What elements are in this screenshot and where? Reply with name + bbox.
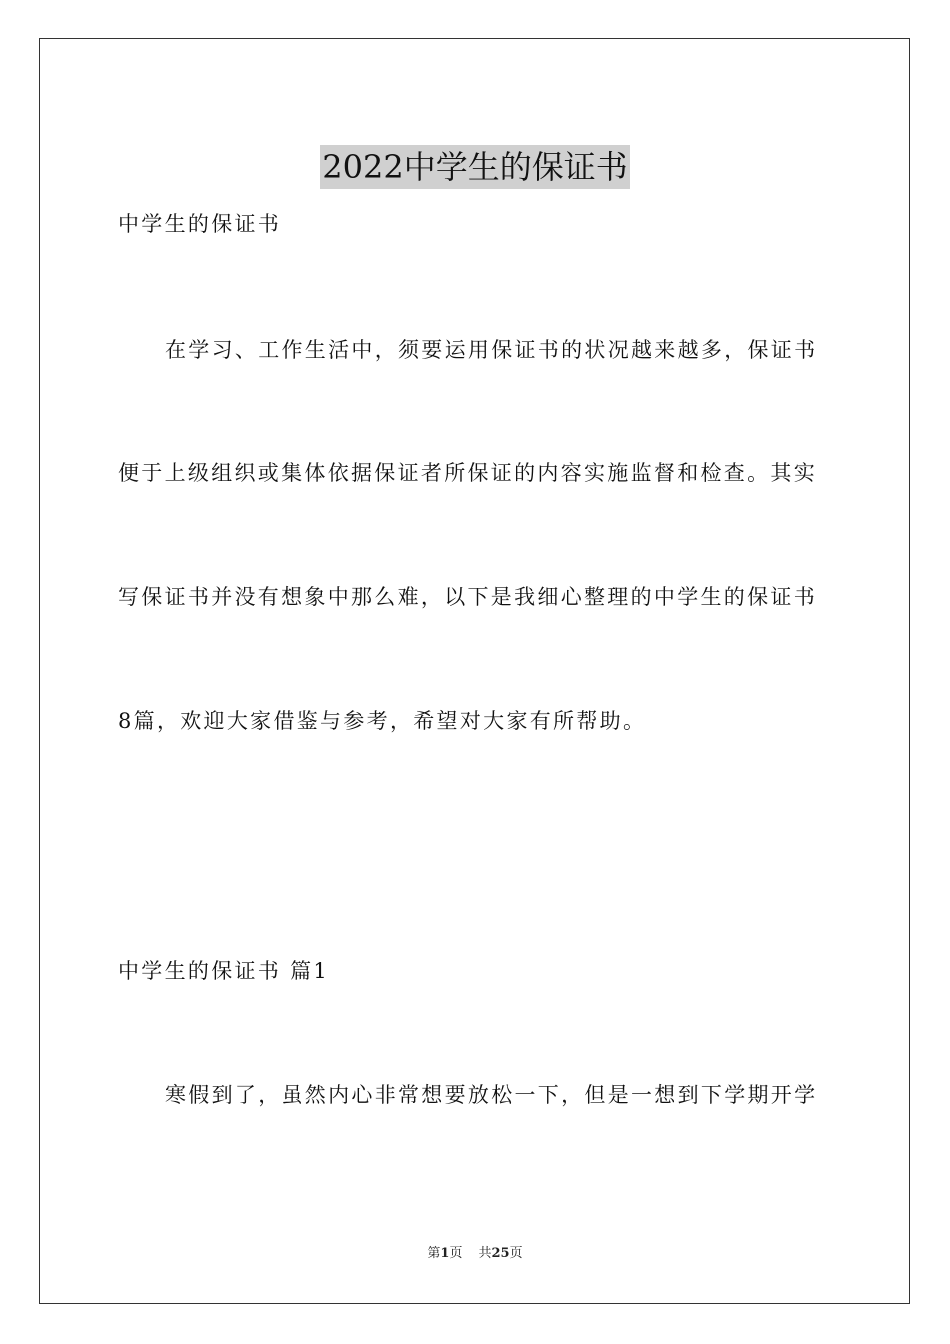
footer-page-unit: 页 [449, 1246, 463, 1261]
footer-page-total: 25 [491, 1246, 510, 1261]
paragraph-line: 8篇，欢迎大家借鉴与参考，希望对大家有所帮助。 [118, 709, 647, 733]
paragraph-line: 写保证书并没有想象中那么难，以下是我细心整理的中学生的保证书 [118, 585, 817, 609]
paragraph-line: 便于上级组织或集体依据保证者所保证的内容实施监督和检查。其实 [118, 461, 817, 485]
title-container [0, 124, 950, 211]
document-title: 2022中学生的保证书 [320, 145, 629, 189]
footer-total-prefix: 共 [478, 1246, 492, 1261]
page-footer [0, 1245, 950, 1263]
footer-page-current: 1 [440, 1246, 450, 1261]
paragraph-line: 在学习、工作生活中，须要运用保证书的状况越来越多，保证书 [165, 338, 818, 362]
section-heading: 中学生的保证书 篇1 [118, 959, 330, 983]
subtitle: 中学生的保证书 [118, 212, 282, 236]
paragraph-line: 寒假到了，虽然内心非常想要放松一下，但是一想到下学期开学 [165, 1083, 818, 1107]
footer-page-prefix: 第 [427, 1246, 441, 1261]
footer-total-unit: 页 [509, 1246, 523, 1261]
